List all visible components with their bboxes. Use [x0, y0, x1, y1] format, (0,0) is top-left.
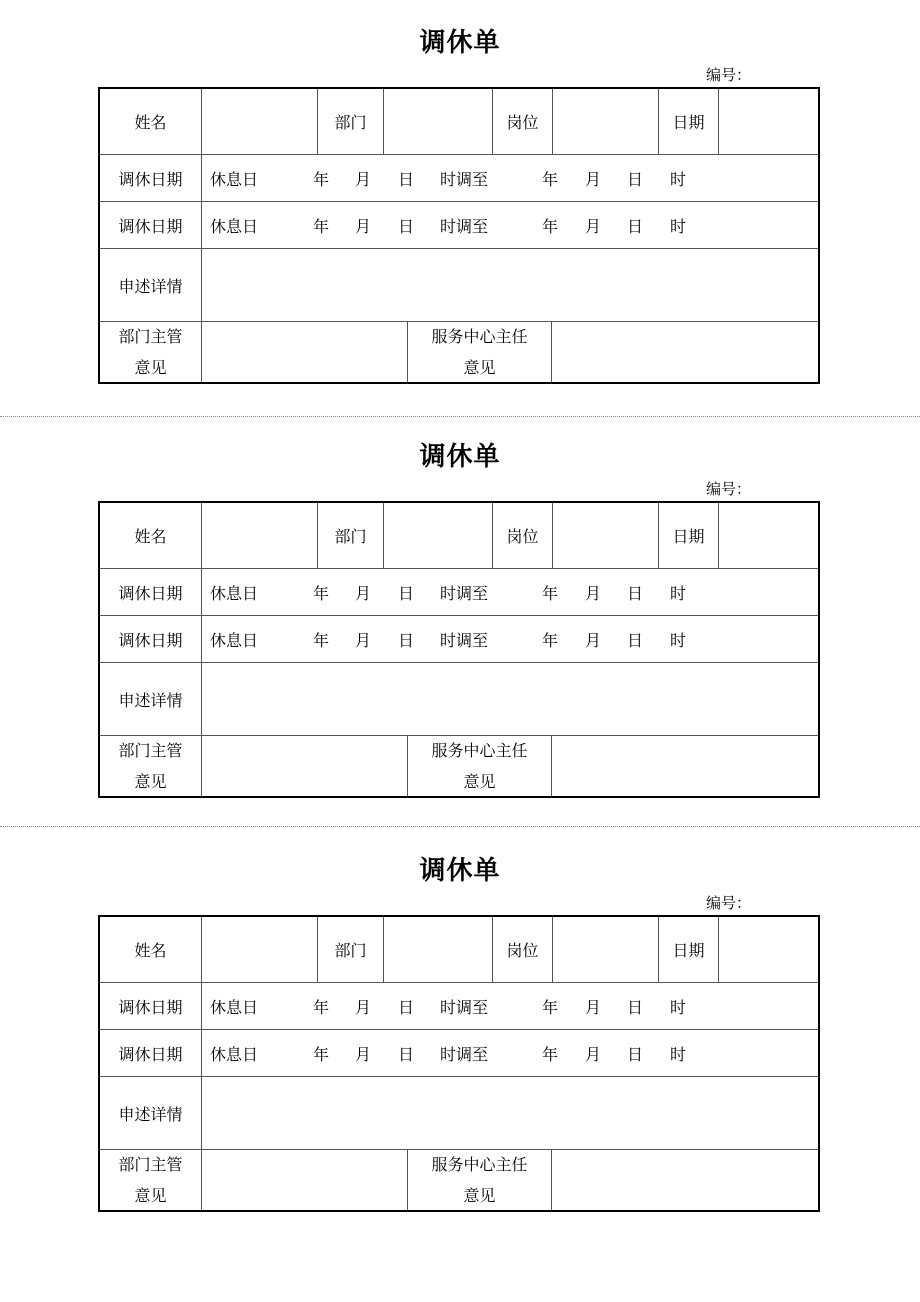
name-field[interactable]: [201, 89, 317, 154]
leave-table: [98, 87, 820, 384]
day-text: 日: [627, 997, 644, 1017]
opinion-row: [100, 735, 818, 796]
schedule-label: 调休日期: [118, 216, 183, 236]
adjust-to-text: 时调至: [440, 1044, 489, 1064]
rest-day-text: 休息日: [210, 169, 259, 189]
schedule-field[interactable]: [201, 1030, 818, 1076]
hour-text: 时: [670, 216, 687, 236]
month-text: 月: [585, 169, 602, 189]
date-label: 日期: [658, 89, 718, 154]
date-field[interactable]: [718, 917, 818, 982]
year-text: 年: [542, 216, 559, 236]
details-label: 申述详情: [118, 690, 183, 710]
rest-day-text: 休息日: [210, 1044, 259, 1064]
day-text: 日: [398, 216, 415, 236]
position-label: 岗位: [492, 89, 552, 154]
year-text: 年: [542, 1044, 559, 1064]
center-head-label-line-2: 意见: [463, 772, 496, 791]
date-label: 日期: [658, 917, 718, 982]
year-text: 年: [542, 997, 559, 1017]
hour-text: 时: [670, 1044, 687, 1064]
day-text: 日: [627, 169, 644, 189]
rest-day-text: 休息日: [210, 216, 259, 236]
form-number-label: 编号：: [706, 480, 752, 498]
schedule-label: 调休日期: [118, 1044, 183, 1064]
schedule-row: [100, 154, 818, 201]
center-head-opinion-field[interactable]: [551, 736, 818, 796]
hour-text: 时: [670, 583, 687, 603]
year-text: 年: [542, 169, 559, 189]
rest-day-text: 休息日: [210, 997, 259, 1017]
date-field[interactable]: [718, 89, 818, 154]
hour-text: 时: [670, 630, 687, 650]
position-field[interactable]: [552, 503, 658, 568]
cut-line-divider: [0, 416, 920, 417]
name-label: 姓名: [134, 941, 167, 960]
month-text: 月: [355, 169, 372, 189]
adjust-to-text: 时调至: [440, 583, 489, 603]
hour-text: 时: [670, 997, 687, 1017]
department-field[interactable]: [383, 503, 492, 568]
details-row: [100, 662, 818, 735]
center-head-label: [407, 736, 551, 796]
adjust-to-text: 时调至: [440, 216, 489, 236]
day-text: 日: [627, 583, 644, 603]
adjust-to-text: 时调至: [440, 997, 489, 1017]
name-field[interactable]: [201, 503, 317, 568]
day-text: 日: [398, 997, 415, 1017]
schedule-field[interactable]: [201, 202, 818, 248]
details-label: 申述详情: [118, 276, 183, 296]
date-field[interactable]: [718, 503, 818, 568]
center-head-label-line-2: 意见: [463, 358, 496, 377]
schedule-label: 调休日期: [118, 169, 183, 189]
rest-day-text: 休息日: [210, 583, 259, 603]
dept-head-label: [100, 322, 201, 382]
month-text: 月: [585, 583, 602, 603]
day-text: 日: [398, 169, 415, 189]
center-head-label-line-1: 服务中心主任: [431, 741, 528, 760]
month-text: 月: [355, 583, 372, 603]
details-row: [100, 248, 818, 321]
header-row: [100, 503, 818, 568]
name-field[interactable]: [201, 917, 317, 982]
center-head-opinion-field[interactable]: [551, 1150, 818, 1210]
dept-head-label: [100, 736, 201, 796]
details-field[interactable]: [201, 663, 818, 735]
year-text: 年: [542, 630, 559, 650]
dept-head-opinion-field[interactable]: [201, 322, 407, 382]
form-title: 调休单: [419, 856, 501, 886]
day-text: 日: [627, 630, 644, 650]
month-text: 月: [355, 997, 372, 1017]
schedule-row: [100, 201, 818, 248]
dept-head-opinion-field[interactable]: [201, 1150, 407, 1210]
details-field[interactable]: [201, 1077, 818, 1149]
position-label: 岗位: [492, 503, 552, 568]
month-text: 月: [355, 1044, 372, 1064]
name-label: 姓名: [134, 527, 167, 546]
schedule-field[interactable]: [201, 155, 818, 201]
form-number-label: 编号：: [706, 66, 752, 84]
dept-head-label-line-2: 意见: [134, 772, 167, 791]
schedule-label: 调休日期: [118, 583, 183, 603]
position-label: 岗位: [492, 917, 552, 982]
details-field[interactable]: [201, 249, 818, 321]
department-label: 部门: [317, 503, 383, 568]
center-head-opinion-field[interactable]: [551, 322, 818, 382]
department-label: 部门: [317, 917, 383, 982]
year-text: 年: [313, 997, 330, 1017]
day-text: 日: [398, 630, 415, 650]
year-text: 年: [313, 169, 330, 189]
month-text: 月: [355, 216, 372, 236]
month-text: 月: [585, 216, 602, 236]
year-text: 年: [313, 583, 330, 603]
form-title: 调休单: [419, 28, 501, 58]
header-row: [100, 917, 818, 982]
department-field[interactable]: [383, 89, 492, 154]
adjust-to-text: 时调至: [440, 630, 489, 650]
leave-table: [98, 915, 820, 1212]
center-head-label: [407, 1150, 551, 1210]
position-field[interactable]: [552, 89, 658, 154]
form-number-label: 编号：: [706, 894, 752, 912]
department-field[interactable]: [383, 917, 492, 982]
opinion-row: [100, 1149, 818, 1210]
center-head-label-line-1: 服务中心主任: [431, 327, 528, 346]
header-row: [100, 89, 818, 154]
year-text: 年: [313, 1044, 330, 1064]
dept-head-label-line-2: 意见: [134, 358, 167, 377]
dept-head-label-line-1: 部门主管: [118, 741, 183, 760]
position-field[interactable]: [552, 917, 658, 982]
center-head-label: [407, 322, 551, 382]
rest-day-text: 休息日: [210, 630, 259, 650]
schedule-field[interactable]: [201, 569, 818, 615]
date-label: 日期: [658, 503, 718, 568]
adjust-to-text: 时调至: [440, 169, 489, 189]
month-text: 月: [585, 1044, 602, 1064]
day-text: 日: [398, 583, 415, 603]
schedule-row: [100, 568, 818, 615]
day-text: 日: [398, 1044, 415, 1064]
schedule-row: [100, 1029, 818, 1076]
dept-head-label-line-2: 意见: [134, 1186, 167, 1205]
year-text: 年: [542, 583, 559, 603]
leave-table: [98, 501, 820, 798]
details-row: [100, 1076, 818, 1149]
year-text: 年: [313, 630, 330, 650]
center-head-label-line-2: 意见: [463, 1186, 496, 1205]
cut-line-divider: [0, 826, 920, 827]
center-head-label-line-1: 服务中心主任: [431, 1155, 528, 1174]
month-text: 月: [585, 997, 602, 1017]
schedule-field[interactable]: [201, 983, 818, 1029]
dept-head-label-line-1: 部门主管: [118, 327, 183, 346]
schedule-row: [100, 982, 818, 1029]
form-title: 调休单: [419, 442, 501, 472]
day-text: 日: [627, 1044, 644, 1064]
schedule-field[interactable]: [201, 616, 818, 662]
hour-text: 时: [670, 169, 687, 189]
department-label: 部门: [317, 89, 383, 154]
dept-head-label: [100, 1150, 201, 1210]
schedule-label: 调休日期: [118, 997, 183, 1017]
month-text: 月: [355, 630, 372, 650]
schedule-label: 调休日期: [118, 630, 183, 650]
name-label: 姓名: [134, 113, 167, 132]
dept-head-opinion-field[interactable]: [201, 736, 407, 796]
schedule-row: [100, 615, 818, 662]
month-text: 月: [585, 630, 602, 650]
day-text: 日: [627, 216, 644, 236]
details-label: 申述详情: [118, 1104, 183, 1124]
year-text: 年: [313, 216, 330, 236]
opinion-row: [100, 321, 818, 382]
dept-head-label-line-1: 部门主管: [118, 1155, 183, 1174]
